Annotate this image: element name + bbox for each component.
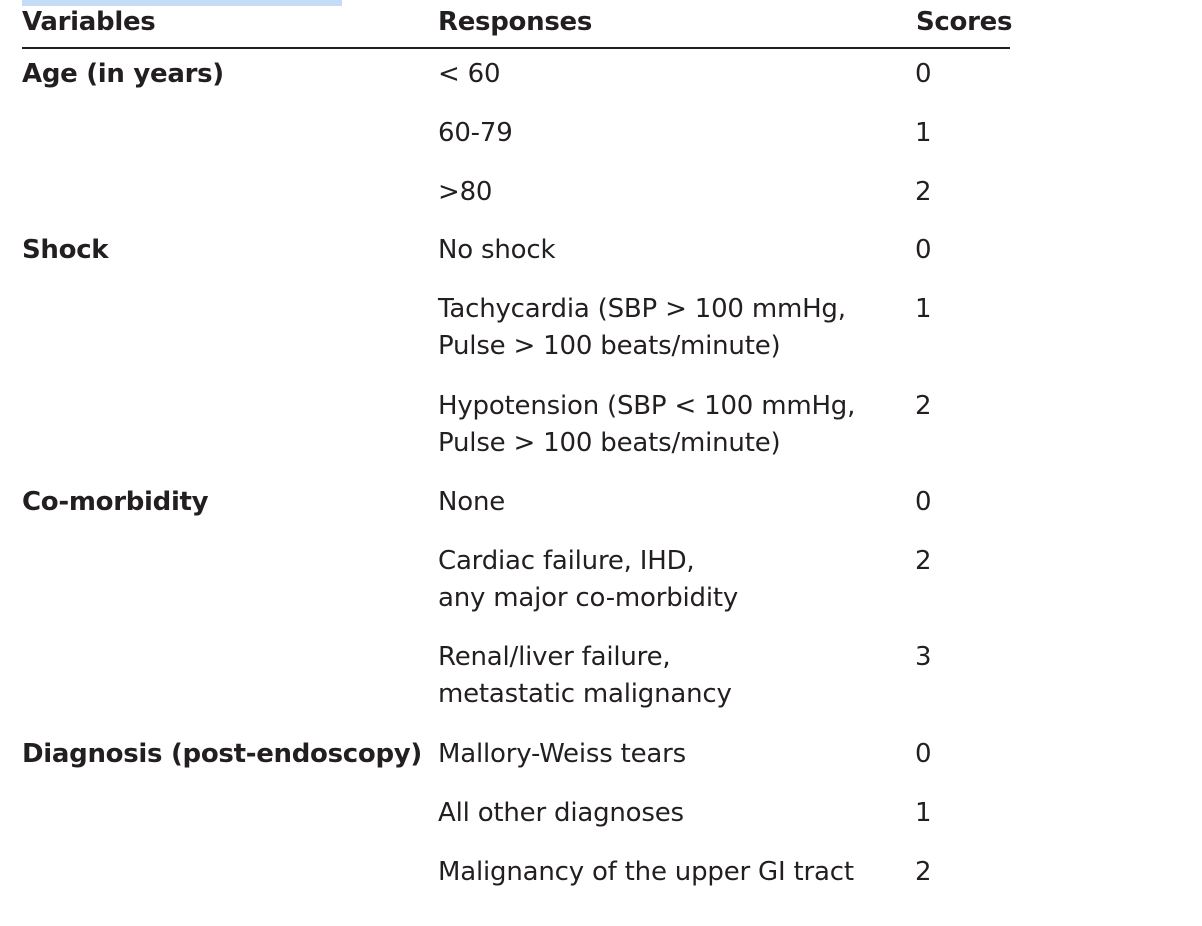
- response-line: >80: [438, 177, 493, 207]
- header-scores: Scores: [916, 7, 1013, 37]
- score-cell: 1: [915, 118, 932, 148]
- response-cell: [438, 232, 555, 269]
- response-cell: [438, 56, 500, 93]
- response-cell: [438, 543, 738, 617]
- variable-cell: Co-morbidity: [22, 487, 209, 517]
- response-line: All other diagnoses: [438, 798, 684, 828]
- response-cell: [438, 174, 492, 211]
- response-cell: [438, 115, 513, 152]
- response-line: Renal/liver failure,: [438, 642, 671, 672]
- response-cell: [438, 639, 732, 713]
- response-cell: [438, 854, 854, 891]
- response-line: Tachycardia (SBP > 100 mmHg,: [438, 294, 846, 324]
- header-variables: Variables: [22, 7, 156, 37]
- score-cell: 2: [915, 177, 932, 207]
- response-line: any major co-morbidity: [438, 583, 739, 613]
- response-line: Cardiac failure, IHD,: [438, 546, 695, 576]
- score-cell: 0: [915, 235, 932, 265]
- response-line: metastatic malignancy: [438, 679, 732, 709]
- variable-cell: Diagnosis (post-endoscopy): [22, 739, 422, 769]
- response-cell: [438, 291, 846, 365]
- score-cell: 0: [915, 59, 932, 89]
- response-line: No shock: [438, 235, 556, 265]
- score-cell: 3: [915, 642, 932, 672]
- variable-cell: Shock: [22, 235, 109, 265]
- score-cell: 0: [915, 487, 932, 517]
- response-line: 60-79: [438, 118, 513, 148]
- response-line: Hypotension (SBP < 100 mmHg,: [438, 391, 856, 421]
- response-line: Pulse > 100 beats/minute): [438, 428, 781, 458]
- variable-cell: Age (in years): [22, 59, 224, 89]
- response-cell: [438, 795, 684, 832]
- header-responses: Responses: [438, 7, 592, 37]
- score-cell: 0: [915, 739, 932, 769]
- response-line: Pulse > 100 beats/minute): [438, 331, 781, 361]
- response-line: None: [438, 487, 506, 517]
- table-header: [22, 2, 1013, 49]
- response-cell: [438, 388, 855, 462]
- response-cell: [438, 484, 505, 521]
- score-cell: 2: [915, 546, 932, 576]
- score-cell: 1: [915, 798, 932, 828]
- score-cell: 2: [915, 857, 932, 887]
- response-line: Mallory-Weiss tears: [438, 739, 686, 769]
- response-line: Malignancy of the upper GI tract: [438, 857, 854, 887]
- score-cell: 2: [915, 391, 932, 421]
- response-line: < 60: [438, 59, 501, 89]
- response-cell: [438, 736, 686, 773]
- score-cell: 1: [915, 294, 932, 324]
